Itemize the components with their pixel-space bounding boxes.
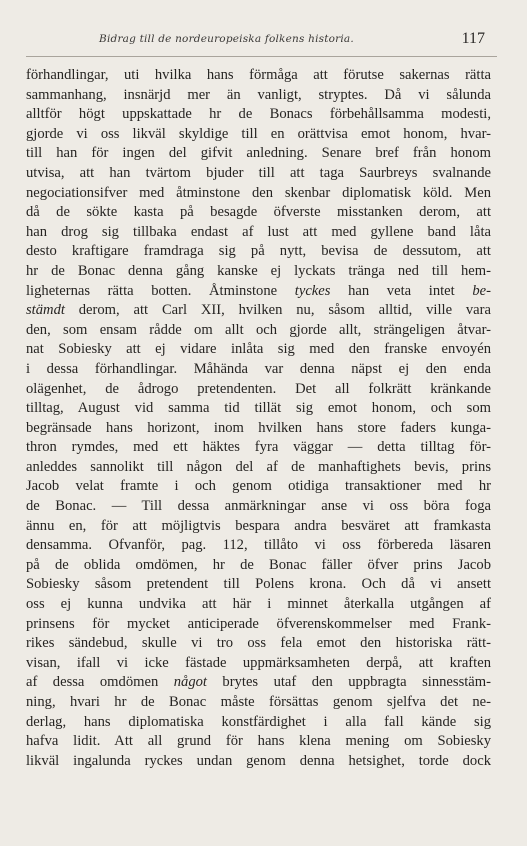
text-line — [26, 184, 491, 204]
text-run: hr de Bonac denna gång kanske ej lyckats tränga ned till hem- — [26, 262, 491, 279]
text-line — [26, 752, 491, 772]
text-run: prinsens för mycket anticiperade öfverenskommelser med Frank- — [26, 615, 491, 632]
text-run: derom, att Carl XII, hvilken nu, såsom alltid, ville vara — [64, 302, 491, 319]
text-line — [26, 262, 491, 282]
text-line — [26, 713, 491, 733]
text-run: utvisa, att han tvärtom bjuder till att taga Saurbreys svalnande — [26, 164, 491, 181]
text-run: tilltag, August vid samma tid tillät sig emot honom, och som — [26, 400, 491, 417]
italic-run: något — [173, 674, 207, 691]
text-line — [26, 732, 491, 752]
text-line — [26, 164, 491, 184]
text-run: derlag, hans diplomatiska konstfärdighet i alla fall kände sig — [26, 713, 491, 730]
text-line — [26, 321, 491, 341]
text-line — [26, 556, 491, 576]
text-run: gjorde vi oss likväl skyldige till en orättvisa emot honom, hvar- — [26, 125, 491, 142]
text-run: thron rymdes, med ett häktes fyra väggar — detta tilltag för- — [26, 439, 491, 456]
text-line — [26, 360, 491, 380]
text-line — [26, 673, 491, 693]
italic-run: be- — [472, 282, 491, 299]
text-line — [26, 497, 491, 517]
text-run: Jacob velat framte i och genom otidiga transaktioner med hr — [26, 478, 491, 495]
body-text — [26, 66, 491, 771]
text-run: Sobiesky såsom pretendent till Polens krona. Och då vi ansett — [26, 576, 491, 593]
text-run: ligheternas rätta botten. Åtminstone — [26, 282, 295, 299]
text-line — [26, 282, 491, 302]
text-run: han veta intet — [330, 282, 473, 299]
text-run: af dessa omdömen — [26, 674, 174, 691]
running-title: Bidrag till de nordeuropeiska folkens historia. — [99, 33, 354, 45]
text-run: på de oblida omdömen, hr de Bonac fäller öfver prins Jacob — [26, 556, 491, 573]
text-line — [26, 242, 491, 262]
text-line — [26, 105, 491, 125]
text-run: alltför högt uppskattade hr de Bonacs förbehållsamma modesti, — [26, 106, 491, 123]
text-line — [26, 144, 491, 164]
text-run: begränsade hans horizont, inom hvilken hans store faders kunga- — [26, 419, 491, 436]
text-run: i dessa förhandlingar. Måhända var denna näpst ej den enda — [26, 360, 491, 377]
text-line — [26, 693, 491, 713]
text-line — [26, 301, 491, 321]
text-run: oss ej kunna undvika att här i minnet återkalla utgången af — [26, 596, 491, 613]
text-line — [26, 125, 491, 145]
italic-run: tyckes — [294, 282, 331, 299]
text-run: de Bonac. — Till dessa anmärkningar anse vi oss böra foga — [26, 498, 491, 515]
text-line — [26, 654, 491, 674]
text-line — [26, 203, 491, 223]
text-run: brytes utaf den uppbragta sinnesstäm- — [206, 674, 491, 691]
text-line — [26, 223, 491, 243]
text-line — [26, 477, 491, 497]
text-run: den, som ensam rådde om allt och gjorde allt, strängeligen åtvar- — [26, 321, 491, 338]
text-run: olägenhet, de ådrogo pretendenten. Det all folkrätt kränkande — [26, 380, 491, 397]
text-run: negociationsifver med åtminstone den skenbar diplomatisk köld. Men — [26, 184, 491, 201]
text-line — [26, 86, 491, 106]
text-line — [26, 634, 491, 654]
text-run: sammanhang, insnärjd mer än vanligt, stryptes. Då vi sålunda — [26, 86, 491, 103]
text-run: anleddes sannolikt till någon del af de manhaftighets bevis, prins — [26, 458, 491, 475]
text-run: hafva lidit. Att all grund för hans klena mening om Sobiesky — [26, 733, 491, 750]
text-line — [26, 517, 491, 537]
text-line — [26, 380, 491, 400]
text-run: till han för ingen del gifvit anledning. Senare bref från honom — [26, 145, 491, 162]
text-line — [26, 615, 491, 635]
text-run: förhandlingar, uti hvilka hans förmåga att förutse sakernas rätta — [26, 67, 491, 83]
text-line — [26, 458, 491, 478]
text-run: då de sökte kasta på besagde öfverste misstanken derom, att — [26, 204, 491, 221]
text-line — [26, 399, 491, 419]
text-run: visan, ifall vi icke fästade uppmärksamheten derpå, att kraften — [26, 654, 491, 671]
text-line — [26, 66, 491, 86]
running-head — [28, 30, 485, 50]
text-run: ning, hvari hr de Bonac måste försättas genom sjelfva det ne- — [26, 694, 491, 710]
text-run: desto kraftigare framdraga sig på nytt, bevisa de dessutom, att — [26, 243, 491, 260]
header-rule — [26, 56, 497, 57]
text-run: han drog sig tillbaka endast af lust att med gyllene band låta — [26, 223, 491, 240]
italic-run: stämdt — [26, 302, 65, 319]
text-line — [26, 438, 491, 458]
text-line — [26, 575, 491, 595]
text-line — [26, 536, 491, 556]
text-run: nat Sobiesky att ej vidare inlåta sig med den franske envoyén — [26, 341, 491, 358]
text-run: likväl ingalunda ryckes undan genom denna hetsighet, torde dock — [26, 752, 491, 769]
text-line — [26, 340, 491, 360]
text-run: ännu en, för att möjligtvis bespara andra besväret att framkasta — [26, 517, 491, 534]
page-number: 117 — [461, 30, 485, 47]
text-line — [26, 595, 491, 615]
text-run: densamma. Ofvanför, pag. 112, tillåto vi oss förbereda läsaren — [26, 537, 491, 554]
text-line — [26, 419, 491, 439]
text-run: rikes sändebud, skulle vi tro oss fela emot den historiska rätt- — [26, 635, 491, 652]
